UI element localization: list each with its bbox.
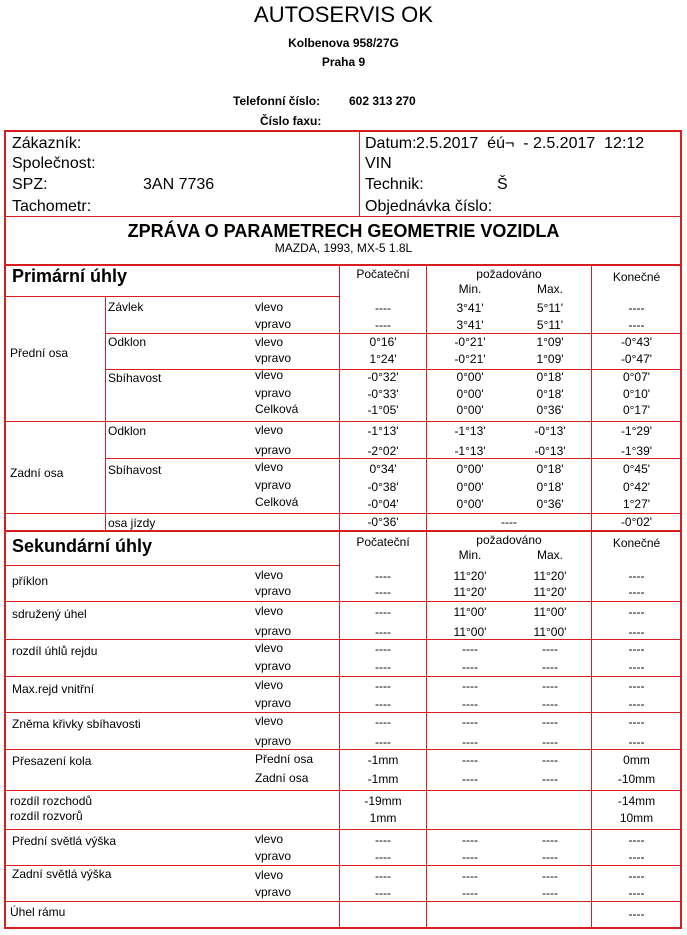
sec-row-side-right: vpravo — [255, 584, 292, 598]
sec-row-final-right: -10mm — [617, 772, 656, 786]
final-header: Konečné — [612, 270, 661, 284]
sec-row-min-right: 11°20' — [453, 585, 487, 599]
row-max: -0°13' — [534, 444, 566, 458]
sec-row-label: Přední světlá výška — [12, 834, 117, 848]
sec-row-label: Zněma křivky sbíhavosti — [12, 717, 141, 731]
sec-row-init-left: -1mm — [367, 753, 399, 767]
row-final: 0°07' — [622, 370, 651, 384]
sec-row-init-right: ---- — [375, 886, 391, 900]
sec-row-side-right: vpravo — [255, 734, 292, 748]
sec-row-side-left: vlevo — [255, 714, 284, 728]
row-final: 0°17' — [622, 403, 651, 417]
sec-row-min-left: ---- — [462, 869, 478, 883]
sec-row-side-left: Přední osa — [255, 752, 314, 766]
primary-heading: Primární úhly — [12, 266, 128, 286]
report-title: ZPRÁVA O PARAMETRECH GEOMETRIE VOZIDLA — [127, 221, 560, 241]
sec-row-max-right: ---- — [542, 735, 558, 749]
sec-row-final-left: ---- — [628, 569, 645, 583]
track-diff-init: -19mm — [364, 794, 402, 808]
company-label: Společnost: — [12, 155, 96, 172]
sec-row-label: sdružený úhel — [12, 607, 87, 621]
sec-row-init-right: ---- — [375, 850, 391, 864]
row-initial: -1°05' — [367, 403, 399, 417]
row-min: 0°00' — [456, 403, 484, 417]
row-min: 0°00' — [456, 497, 484, 511]
sec-row-max-left: ---- — [542, 753, 558, 767]
wheelbase-diff-init: 1mm — [369, 811, 397, 825]
min-header: Min. — [458, 282, 482, 296]
row-max: 0°18' — [536, 370, 564, 384]
max-header-2: Max. — [536, 548, 563, 562]
sec-row-side-right: vpravo — [255, 624, 292, 638]
sec-row-final-right: ---- — [628, 660, 645, 674]
sec-row-min-left: 11°20' — [453, 569, 487, 583]
sec-row-min-right: 11°00' — [453, 625, 487, 639]
row-final: -1°29' — [620, 424, 653, 438]
sec-row-min-left: ---- — [462, 753, 478, 767]
sec-row-final-left: 0mm — [623, 753, 650, 767]
row-min: -1°13' — [454, 444, 486, 458]
sec-row-label: Zadní světlá výška — [12, 867, 112, 881]
row-min: -1°13' — [454, 424, 486, 438]
order-label: Objednávka číslo: — [365, 198, 493, 215]
sec-row-init-left: ---- — [375, 679, 391, 693]
sec-row-init-right: -1mm — [367, 772, 399, 786]
row-initial: -0°38' — [367, 480, 399, 494]
sec-row-max-left: ---- — [542, 833, 558, 847]
row-min: 0°00' — [456, 462, 484, 476]
row-side-label: vpravo — [255, 443, 292, 457]
thrust-final: -0°02' — [620, 515, 653, 529]
sec-row-side-right: vpravo — [255, 849, 292, 863]
sec-row-final-right: ---- — [628, 697, 645, 711]
technician-value: Š — [497, 176, 508, 193]
company-name: AUTOSERVIS OK — [254, 2, 433, 27]
row-initial: -0°04' — [367, 497, 399, 511]
sec-row-side-left: vlevo — [255, 604, 284, 618]
track-diff-label: rozdíl rozchodů — [10, 794, 93, 808]
row-initial: -0°33' — [367, 387, 399, 401]
row-max: 0°36' — [536, 497, 564, 511]
row-side-label: Celková — [255, 402, 299, 416]
sec-row-init-left: ---- — [375, 833, 391, 847]
row-min: 3°41' — [456, 301, 484, 315]
row-side-label: vlevo — [255, 368, 284, 382]
row-min: 0°00' — [456, 480, 484, 494]
sec-row-init-right: ---- — [375, 660, 391, 674]
row-side-label: vlevo — [255, 335, 284, 349]
sec-row-min-left: 11°00' — [453, 605, 487, 619]
date-value: 2.5.2017 éú¬ - 2.5.2017 12:12 — [416, 135, 645, 152]
sec-row-side-left: vlevo — [255, 868, 284, 882]
sec-row-max-left: ---- — [542, 679, 558, 693]
row-max: 5°11' — [536, 318, 564, 332]
wheelbase-diff-final: 10mm — [619, 811, 654, 825]
sec-row-init-left: ---- — [375, 715, 391, 729]
row-initial: -1°13' — [367, 424, 399, 438]
row-initial: -2°02' — [367, 444, 399, 458]
row-min: 3°41' — [456, 318, 484, 332]
row-final: ---- — [628, 318, 645, 332]
sec-row-init-left: ---- — [375, 642, 391, 656]
required-header-2: požadováno — [476, 533, 542, 547]
row-min: -0°21' — [454, 352, 486, 366]
row-max: 5°11' — [536, 301, 564, 315]
sec-row-min-right: ---- — [462, 886, 478, 900]
plate-label: SPZ: — [12, 176, 48, 193]
wheelbase-diff-label: rozdíl rozvorů — [10, 809, 83, 823]
row-side-label: vpravo — [255, 478, 292, 492]
sec-row-final-left: ---- — [628, 715, 645, 729]
sec-row-max-right: ---- — [542, 850, 558, 864]
company-city: Praha 9 — [321, 55, 366, 69]
row-group-label: Závlek — [108, 300, 144, 314]
sec-row-final-left: ---- — [628, 605, 645, 619]
plate-value: 3AN 7736 — [143, 176, 215, 193]
sec-row-min-right: ---- — [462, 660, 478, 674]
sec-row-final-right: ---- — [628, 625, 645, 639]
sec-row-final-right: ---- — [628, 585, 645, 599]
row-group-label: Sbíhavost — [108, 463, 162, 477]
final-header-2: Konečné — [612, 536, 661, 550]
row-final: -0°43' — [620, 335, 653, 349]
row-max: 0°18' — [536, 462, 564, 476]
initial-header-2: Počateční — [356, 535, 410, 549]
row-max: 1°09' — [536, 335, 564, 349]
row-side-label: vpravo — [255, 317, 292, 331]
vin-label: VIN — [365, 155, 392, 172]
technician-label: Technik: — [365, 176, 424, 193]
sec-row-final-left: ---- — [628, 642, 645, 656]
sec-row-init-right: ---- — [375, 697, 391, 711]
row-max: 0°18' — [536, 480, 564, 494]
thrust-req: ---- — [501, 515, 517, 529]
sec-row-min-right: ---- — [462, 850, 478, 864]
row-min: 0°00' — [456, 370, 484, 384]
sec-row-min-right: ---- — [462, 772, 478, 786]
row-group-label: Odklon — [108, 424, 147, 438]
sec-row-final-right: ---- — [628, 850, 645, 864]
sec-row-label: rozdíl úhlů rejdu — [12, 644, 98, 658]
row-final: 0°10' — [622, 387, 651, 401]
company-street: Kolbenova 958/27G — [288, 36, 399, 50]
sec-row-min-left: ---- — [462, 833, 478, 847]
customer-label: Zákazník: — [12, 135, 82, 152]
sec-row-max-left: 11°20' — [533, 569, 567, 583]
sec-row-max-left: ---- — [542, 642, 558, 656]
sec-row-max-left: ---- — [542, 715, 558, 729]
sec-row-side-right: vpravo — [255, 659, 292, 673]
secondary-heading: Sekundární úhly — [12, 536, 153, 556]
vehicle-info: MAZDA, 1993, MX-5 1.8L — [274, 241, 413, 255]
row-initial: 1°24' — [369, 352, 397, 366]
row-max: 1°09' — [536, 352, 564, 366]
row-final: -1°39' — [620, 444, 653, 458]
frame-angle-label: Úhel rámu — [10, 905, 66, 919]
sec-row-side-right: vpravo — [255, 696, 292, 710]
phone-value: 602 313 270 — [349, 94, 416, 108]
sec-row-side-left: vlevo — [255, 641, 284, 655]
sec-row-min-left: ---- — [462, 642, 478, 656]
row-max: 0°18' — [536, 387, 564, 401]
sec-row-max-left: 11°00' — [533, 605, 567, 619]
initial-header: Počateční — [356, 267, 410, 281]
sec-row-label: příklon — [12, 574, 49, 588]
sec-row-side-right: Zadní osa — [255, 771, 309, 785]
sec-row-init-left: ---- — [375, 869, 391, 883]
phone-label: Telefonní číslo: — [233, 94, 321, 108]
row-max: -0°13' — [534, 424, 566, 438]
sec-row-max-right: 11°20' — [533, 585, 567, 599]
sec-row-min-right: ---- — [462, 697, 478, 711]
sec-row-side-left: vlevo — [255, 678, 284, 692]
sec-row-max-right: ---- — [542, 660, 558, 674]
sec-row-side-right: vpravo — [255, 885, 292, 899]
row-side-label: Celková — [255, 495, 299, 509]
front-axle-label: Přední osa — [10, 346, 69, 360]
date-label: Datum: — [365, 135, 417, 152]
thrust-init: -0°36' — [367, 515, 399, 529]
row-max: 0°36' — [536, 403, 564, 417]
max-header: Max. — [536, 282, 563, 296]
sec-row-max-right: ---- — [542, 886, 558, 900]
row-final: 0°45' — [622, 462, 651, 476]
sec-row-final-left: ---- — [628, 869, 645, 883]
row-initial: 0°16' — [369, 335, 397, 349]
row-initial: 0°34' — [369, 462, 397, 476]
required-header: požadováno — [476, 267, 542, 281]
sec-row-init-right: ---- — [375, 735, 391, 749]
sec-row-min-right: ---- — [462, 735, 478, 749]
fax-label: Číslo faxu: — [260, 114, 322, 128]
row-side-label: vpravo — [255, 351, 292, 365]
row-final: 1°27' — [622, 497, 651, 511]
row-final: -0°47' — [620, 352, 653, 366]
sec-row-init-right: ---- — [375, 625, 391, 639]
row-side-label: vlevo — [255, 460, 284, 474]
row-initial: ---- — [375, 318, 391, 332]
sec-row-label: Přesazení kola — [12, 754, 92, 768]
row-min: 0°00' — [456, 387, 484, 401]
sec-row-min-left: ---- — [462, 715, 478, 729]
row-initial: -0°32' — [367, 370, 399, 384]
rear-axle-label: Zadní osa — [10, 466, 64, 480]
sec-row-side-left: vlevo — [255, 568, 284, 582]
sec-row-max-right: ---- — [542, 697, 558, 711]
row-group-label: Sbíhavost — [108, 371, 162, 385]
min-header-2: Min. — [458, 548, 482, 562]
row-group-label: Odklon — [108, 335, 147, 349]
sec-row-side-left: vlevo — [255, 832, 284, 846]
sec-row-max-left: ---- — [542, 869, 558, 883]
sec-row-final-left: ---- — [628, 833, 645, 847]
row-min: -0°21' — [454, 335, 486, 349]
thrust-label: osa jízdy — [108, 516, 156, 530]
row-final: 0°42' — [622, 480, 651, 494]
row-side-label: vlevo — [255, 300, 284, 314]
frame-angle-final: ---- — [628, 907, 645, 921]
sec-row-final-right: ---- — [628, 886, 645, 900]
sec-row-max-right: ---- — [542, 772, 558, 786]
sec-row-label: Max.rejd vnitřní — [12, 682, 95, 696]
sec-row-init-right: ---- — [375, 585, 391, 599]
sec-row-final-right: ---- — [628, 735, 645, 749]
sec-row-max-right: 11°00' — [533, 625, 567, 639]
row-initial: ---- — [375, 301, 391, 315]
sec-row-init-left: ---- — [375, 605, 391, 619]
track-diff-final: -14mm — [617, 794, 656, 808]
row-side-label: vlevo — [255, 423, 284, 437]
sec-row-min-left: ---- — [462, 679, 478, 693]
row-side-label: vpravo — [255, 386, 292, 400]
row-final: ---- — [628, 301, 645, 315]
odometer-label: Tachometr: — [12, 198, 92, 215]
sec-row-init-left: ---- — [375, 569, 391, 583]
sec-row-final-left: ---- — [628, 679, 645, 693]
